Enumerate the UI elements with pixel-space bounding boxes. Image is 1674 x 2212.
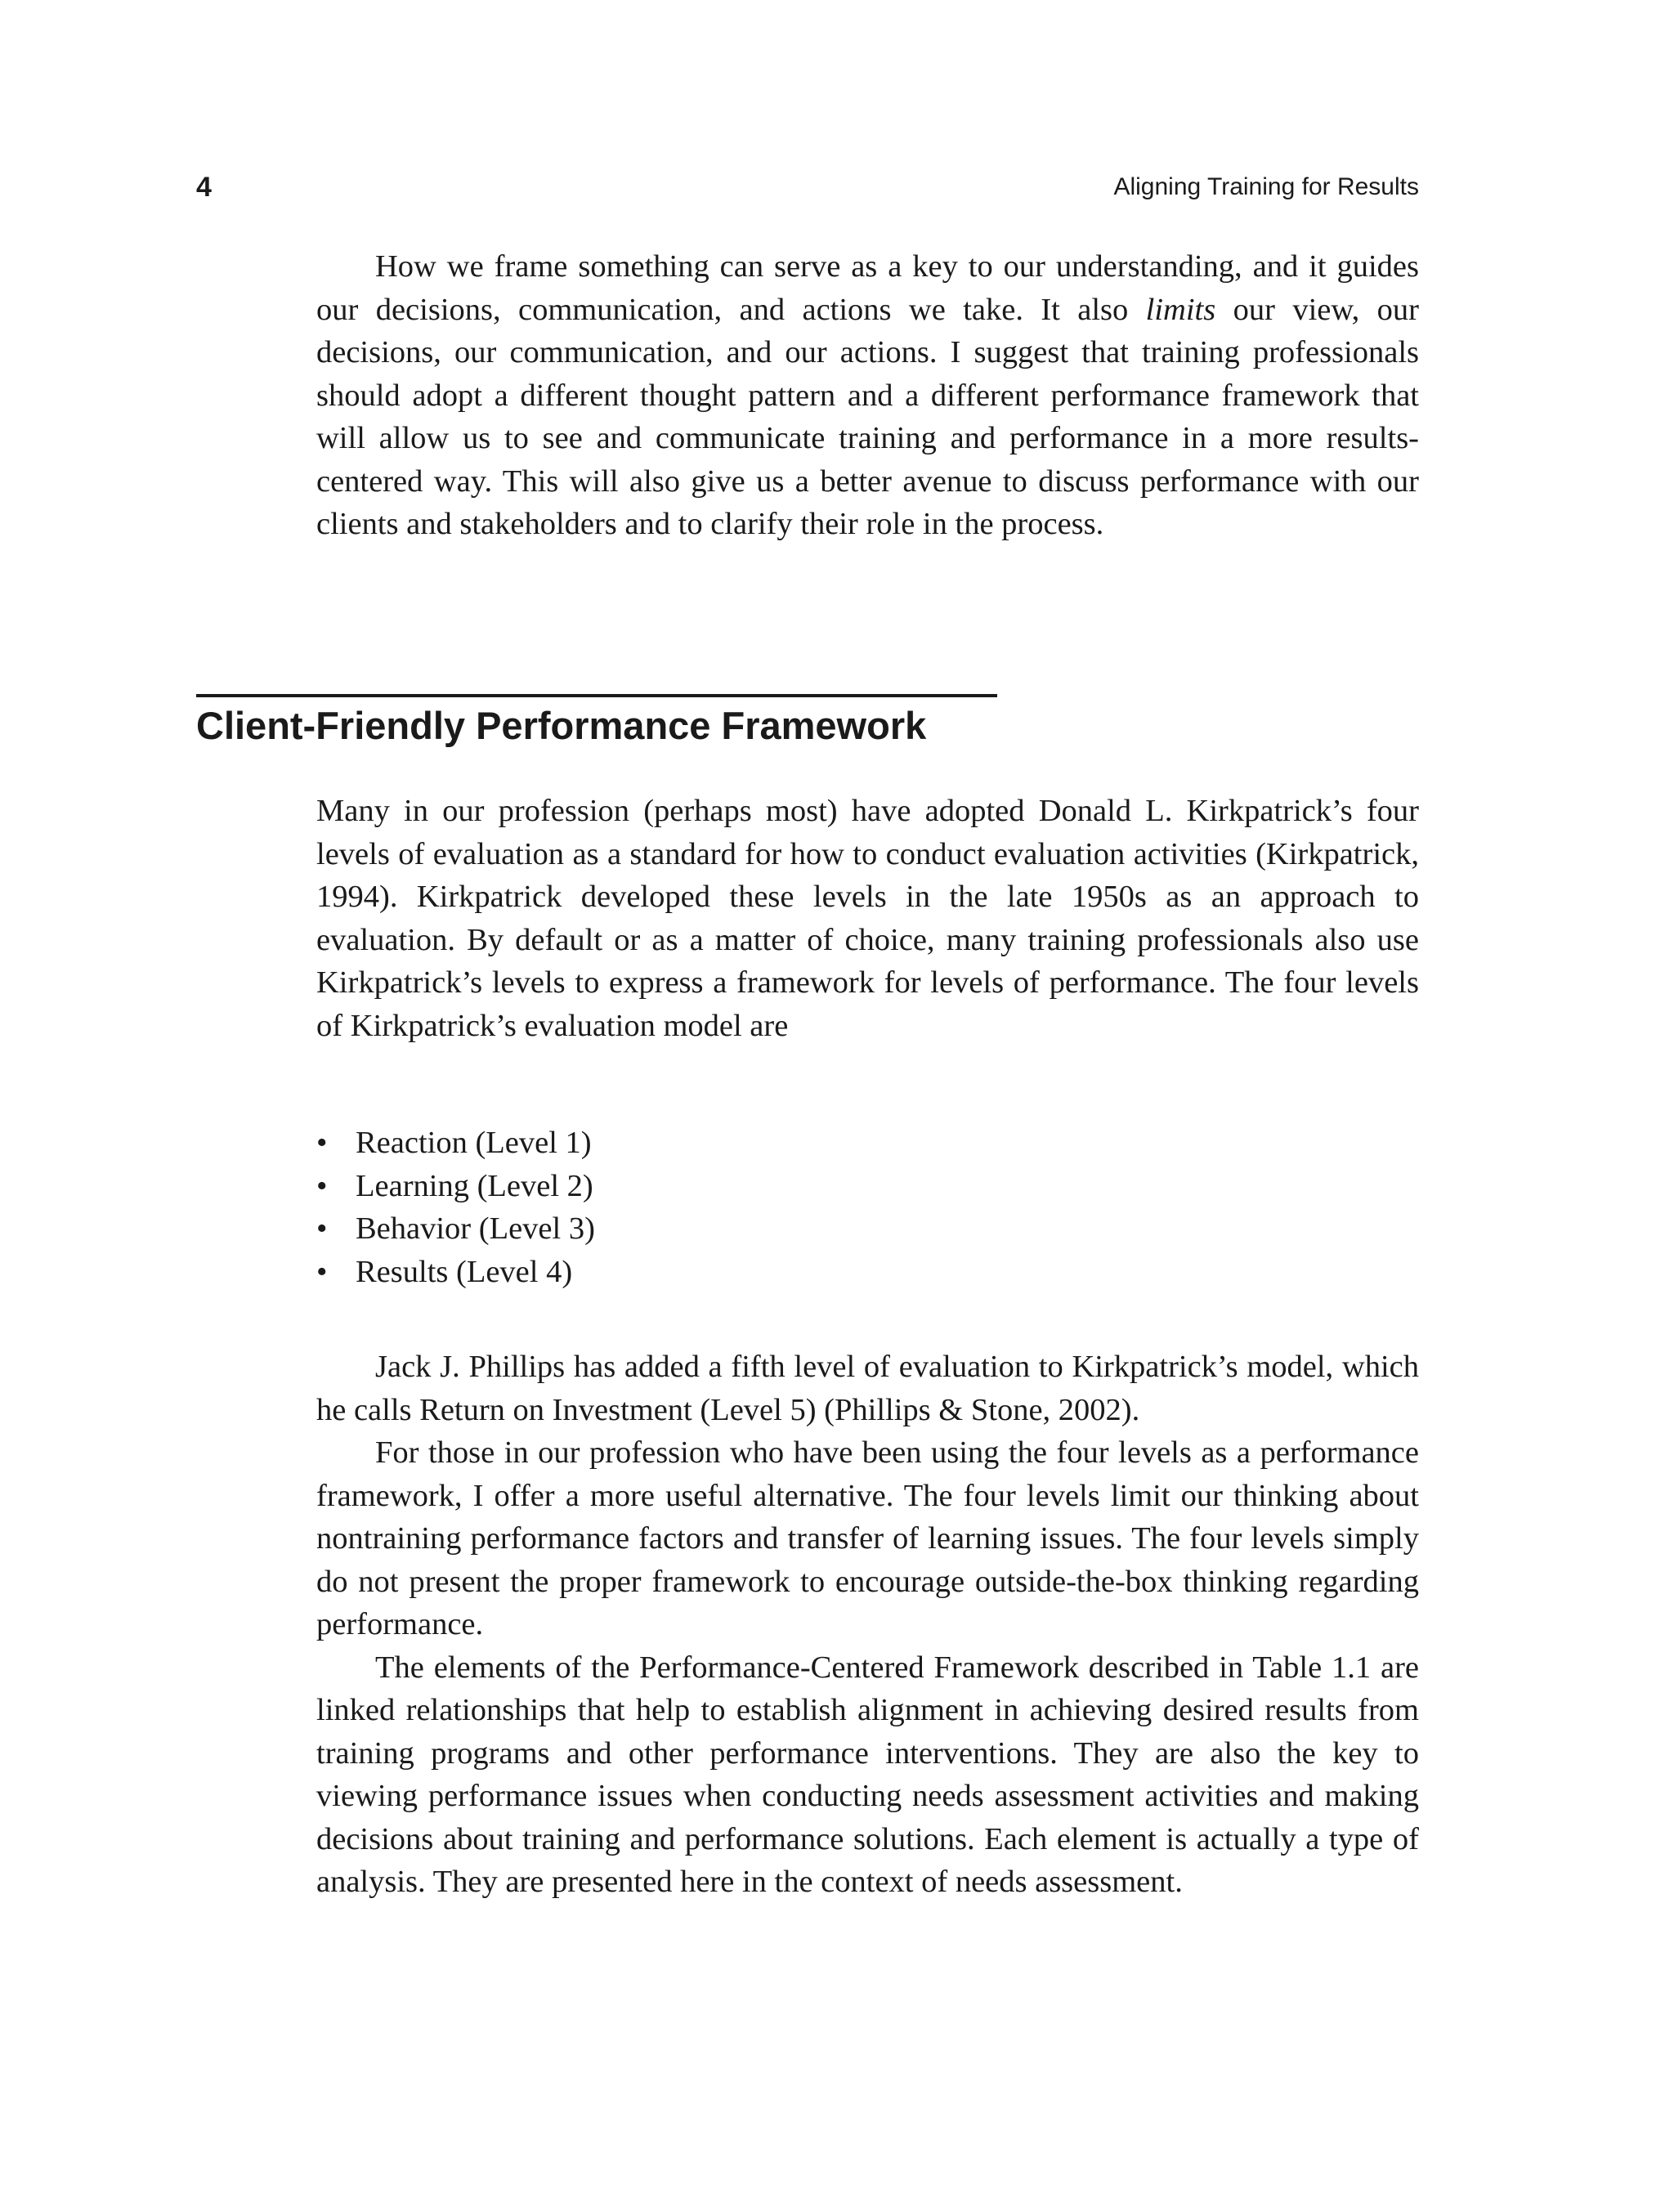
section-intro-block (316, 790, 1419, 1047)
intro-text-end: our view, our decisions, our communication, and our actions. I suggest that training professionals should adopt a different thought pattern and a different performance framework that will allow us to see and communicate training and performance in a more results-centered way. This will also give us a better avenue to discuss performance with our clients and stakeholders and to clarify their role in the process. (316, 292, 1419, 541)
list-item (316, 1122, 1419, 1165)
levels-list (316, 1122, 1419, 1293)
intro-text-start: How we frame something can serve as a key to our understanding, and it guides our decisions, communication, and actions we take. It also (316, 249, 1419, 327)
levels-block (316, 1122, 1419, 1293)
intro-block (316, 245, 1419, 546)
list-item-text: Results (Level 4) (356, 1254, 573, 1289)
section-heading: Client-Friendly Performance Framework (196, 704, 927, 747)
bullet: • (316, 1126, 328, 1160)
kirkpatrick-paragraph: Many in our profession (perhaps most) have adopted Donald L. Kirkpatrick’s four levels of evaluation as a standard for how to conduct evaluation activities (Kirkpatrick, 1994). Kirkpatrick developed these levels in the late 1950s as an approach to evaluation. By default or as a matter of choice, many training professionals also use Kirkpatrick’s levels to express a framework for levels of performance. The four levels of Kirkpatrick’s evaluation model are (316, 794, 1419, 1043)
running-head: Aligning Training for Results (1113, 173, 1419, 200)
alternative-paragraph: For those in our profession who have been using the four levels as a performance framework, I offer a more useful alternative. The four levels limit our thinking about nontraining performance factors and transfer of learning issues. The four levels simply do not present the proper framework to encourage outside-the-box thinking regarding performance. (316, 1435, 1419, 1641)
bullet: • (316, 1168, 328, 1203)
list-item (316, 1165, 1419, 1208)
bullet: • (316, 1254, 328, 1289)
list-item-text: Behavior (Level 3) (356, 1211, 595, 1246)
closing-block (316, 1346, 1419, 1904)
intro-paragraph (316, 245, 1419, 546)
framework-paragraph: The elements of the Performance-Centered Framework described in Table 1.1 are linked relationships that help to establish alignment in achieving desired results from training programs and other performance interventions. They are also the key to viewing performance issues when conducting needs assessment activities and making decisions about training and performance solutions. Each element is actually a type of analysis. They are presented here in the context of needs assessment. (316, 1650, 1419, 1899)
intro-emphasis: limits (1145, 292, 1216, 327)
page-header (196, 172, 1419, 213)
list-item (316, 1251, 1419, 1294)
list-item-text: Reaction (Level 1) (356, 1126, 592, 1160)
phillips-paragraph: Jack J. Phillips has added a fifth level of evaluation to Kirkpatrick’s model, which he calls Return on Investment (Level 5) (Phillips & Stone, 2002). (316, 1350, 1419, 1427)
list-item-text: Learning (Level 2) (356, 1168, 593, 1203)
section-rule (196, 694, 997, 697)
list-item (316, 1207, 1419, 1251)
bullet: • (316, 1211, 328, 1246)
page-number: 4 (196, 172, 212, 203)
